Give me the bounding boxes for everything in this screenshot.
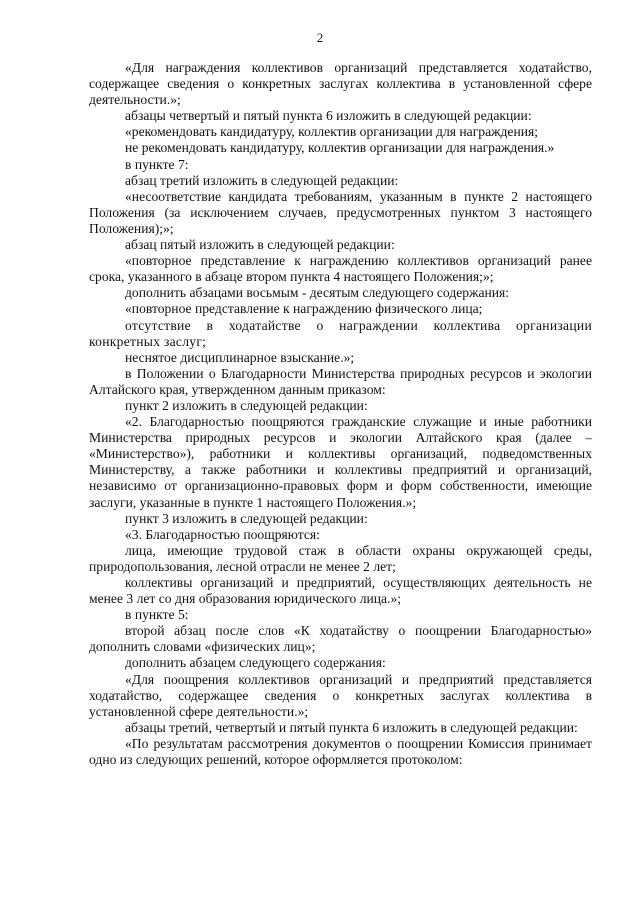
paragraph: в пункте 5: bbox=[125, 607, 189, 623]
paragraph: в Положении о Благодарности Министерства природных ресурсов и экологии Алтайского края, утвержденном данным приказом: bbox=[89, 365, 592, 397]
paragraph: абзацы третий, четвертый и пятый пункта 6 изложить в следующей редакции: bbox=[125, 719, 578, 735]
paragraph: дополнить абзацем следующего содержания: bbox=[125, 655, 386, 671]
paragraph: отсутствие в ходатайстве о награждении коллектива организации конкретных заслуг; bbox=[89, 317, 592, 349]
paragraph: в пункте 7: bbox=[125, 156, 189, 172]
paragraph: «2. Благодарностью поощряются гражданские служащие и иные работники Министерства природных ресурсов и экологии Алтайского края (далее – «Министерство»), работники и коллективы организаций, подведомственных Министерству, а также работники и коллективы предприятий и организаций, независимо от организационно-правовых форм и форм собственности, имеющие заслуги, указанные в пункте 1 настоящего Положения.»; bbox=[89, 414, 592, 510]
paragraph: абзацы четвертый и пятый пункта 6 изложить в следующей редакции: bbox=[125, 108, 532, 124]
paragraph: «3. Благодарностью поощряются: bbox=[125, 526, 320, 542]
paragraph: дополнить абзацами восьмым - десятым следующего содержания: bbox=[125, 285, 510, 301]
paragraph: «рекомендовать кандидатуру, коллектив организации для награждения; bbox=[125, 124, 539, 140]
paragraph: абзац третий изложить в следующей редакции: bbox=[125, 172, 399, 188]
paragraph: «Для поощрения коллективов организаций и предприятий представляется ходатайство, содержащее сведения о конкретных заслугах коллектива в установленной сфере деятельности.»; bbox=[89, 671, 592, 719]
paragraph: «несоответствие кандидата требованиям, указанным в пункте 2 настоящего Положения (за исключением случаев, предусмотренных пунктом 3 настоящего Положения);»; bbox=[89, 188, 592, 236]
paragraph: второй абзац после слов «К ходатайству о поощрении Благодарностью» дополнить словами «физических лиц»; bbox=[89, 623, 592, 655]
document-body bbox=[89, 60, 592, 768]
paragraph: коллективы организаций и предприятий, осуществляющих деятельность не менее 3 лет со дня образования юридического лица.»; bbox=[89, 575, 592, 607]
paragraph: «Для награждения коллективов организаций представляется ходатайство, содержащее сведения о конкретных заслугах коллектива в установленной сфере деятельности.»; bbox=[89, 60, 592, 108]
page-number: 2 bbox=[316, 30, 324, 45]
paragraph: абзац пятый изложить в следующей редакции: bbox=[125, 237, 395, 253]
paragraph: «повторное представление к награждению коллективов организаций ранее срока, указанного в абзаце втором пункта 4 настоящего Положения;»; bbox=[89, 253, 592, 285]
paragraph: неснятое дисциплинарное взыскание.»; bbox=[125, 349, 355, 365]
paragraph: лица, имеющие трудовой стаж в области охраны окружающей среды, природопользования, лесной отрасли не менее 2 лет; bbox=[89, 542, 592, 574]
paragraph: пункт 2 изложить в следующей редакции: bbox=[125, 397, 368, 413]
paragraph: «повторное представление к награждению физического лица; bbox=[125, 301, 483, 317]
paragraph: «По результатам рассмотрения документов о поощрении Комиссия принимает одно из следующих решений, которое оформляется протоколом: bbox=[89, 735, 592, 768]
paragraph: пункт 3 изложить в следующей редакции: bbox=[125, 510, 368, 526]
paragraph: не рекомендовать кандидатуру, коллектив организации для награждения.» bbox=[125, 140, 555, 156]
